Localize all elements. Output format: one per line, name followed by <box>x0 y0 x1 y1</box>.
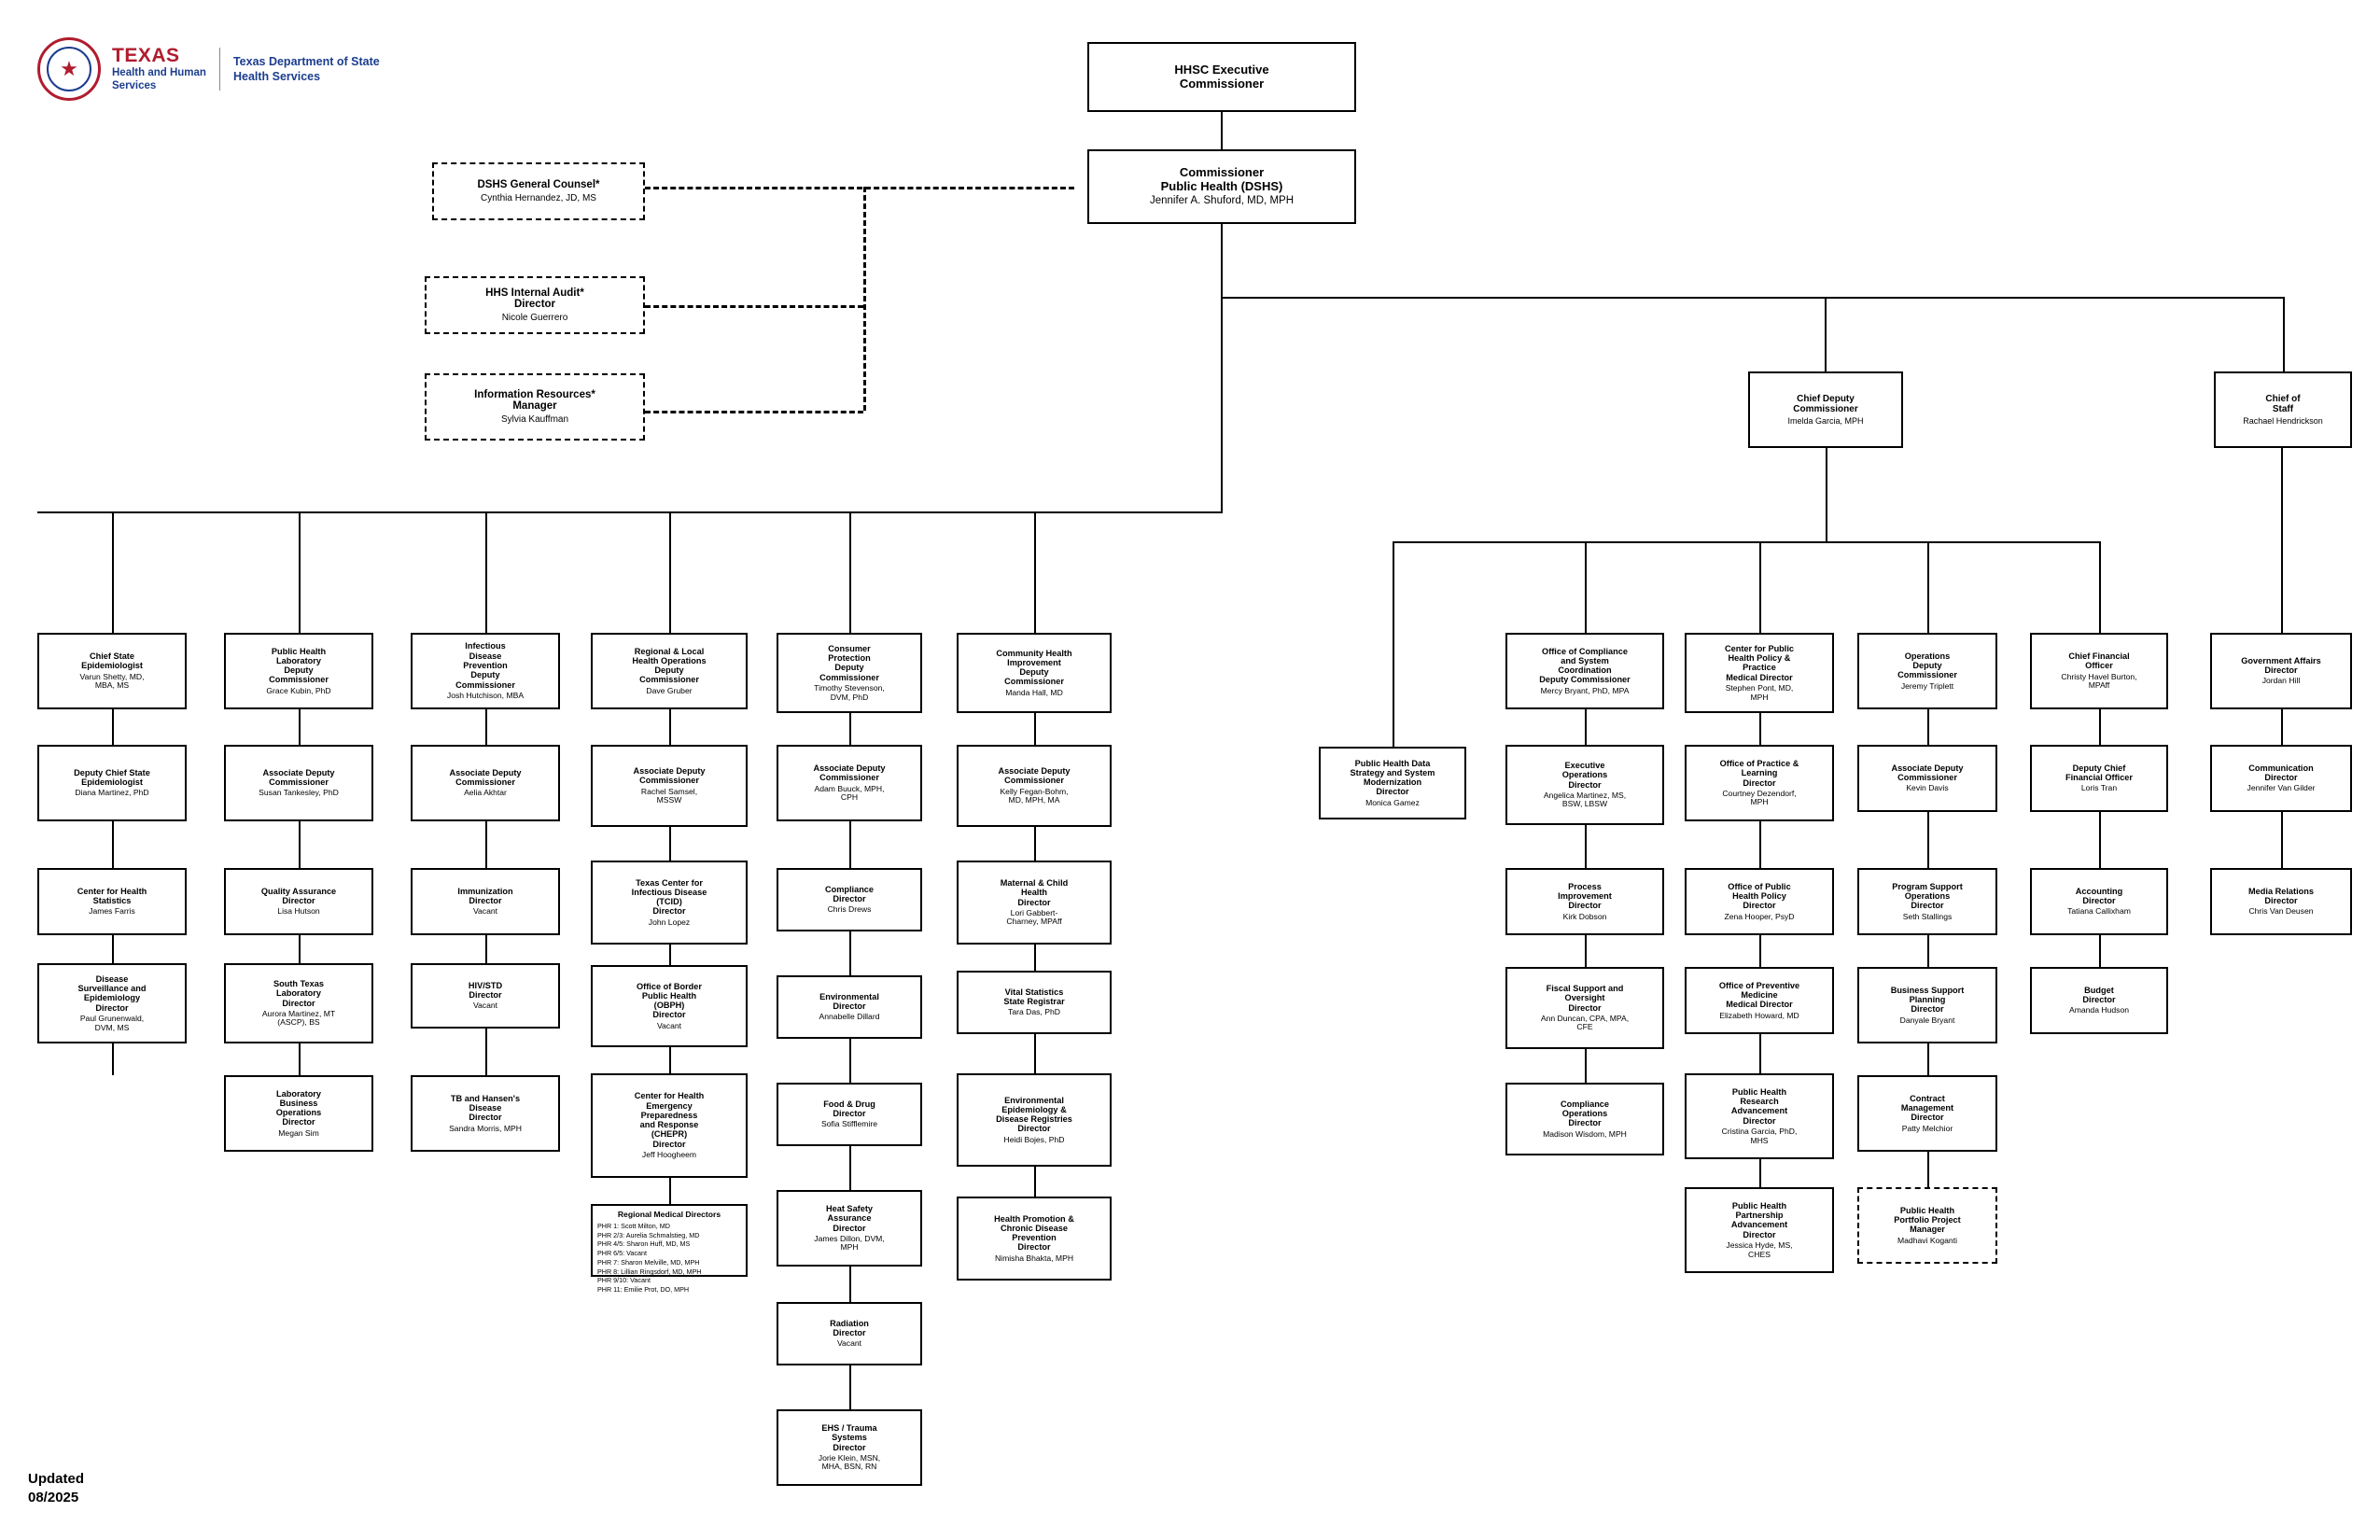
connector <box>849 511 851 633</box>
connector <box>1221 112 1223 149</box>
org-node-title: Environmental Director <box>819 991 879 1012</box>
org-node-title: Program Support Operations Director <box>1892 881 1963 911</box>
org-node-title: Budget Director <box>2082 985 2116 1005</box>
connector-dashed <box>645 187 1074 189</box>
org-node-title: South Texas Laboratory Director <box>273 978 324 1008</box>
connector <box>2281 812 2283 868</box>
org-node-title: Accounting Director <box>2075 886 2123 906</box>
org-node-person: Angelica Martinez, MS, BSW, LBSW <box>1543 790 1627 809</box>
node-dshs-general-counsel <box>432 162 645 220</box>
connector-dashed <box>645 411 863 413</box>
node-col3-4 <box>411 1075 560 1152</box>
org-node-title: Laboratory Business Operations Director <box>275 1088 322 1127</box>
connector <box>485 709 487 745</box>
org-node-person: Vacant <box>656 1020 682 1030</box>
rmd-line-2: PHR 4/5: Sharon Huff, MD, MS <box>597 1239 691 1249</box>
node-col11-2 <box>2030 868 2168 935</box>
org-node-person: James Farris <box>89 906 135 917</box>
connector <box>1927 1152 1929 1187</box>
node-col8-3 <box>1505 967 1664 1049</box>
org-node-title: Media Relations Director <box>2248 886 2314 906</box>
org-node-person: Loris Tran <box>2080 783 2118 793</box>
node-col4-0 <box>591 633 748 709</box>
org-node-title: Associate Deputy Commissioner <box>1891 763 1964 783</box>
org-node-person: Sandra Morris, MPH <box>449 1123 522 1133</box>
connector <box>669 511 671 633</box>
node-col9-5 <box>1685 1187 1834 1273</box>
rmd-line-7: PHR 11: Emilie Prot, DO, MPH <box>597 1285 690 1295</box>
node-col5-0 <box>777 633 922 713</box>
connector <box>1927 541 1929 633</box>
org-node-title: Public Health Partnership Advancement Director <box>1730 1200 1788 1239</box>
org-node-person: Lisa Hutson <box>277 906 320 917</box>
org-node-title: Chief Financial Officer <box>2068 651 2130 671</box>
node-col4-2 <box>591 861 748 945</box>
org-node-person: Megan Sim <box>278 1127 319 1138</box>
connector <box>1034 827 1036 861</box>
org-node-title: Commissioner Public Health (DSHS) <box>1160 165 1283 193</box>
org-node-person: Jessica Hyde, MS, CHES <box>1726 1239 1793 1259</box>
org-node-person: Chris Drews <box>827 904 872 915</box>
org-node-person: Timothy Stevenson, DVM, PhD <box>814 682 885 702</box>
node-col8-2 <box>1505 868 1664 935</box>
connector <box>299 935 301 963</box>
connector <box>1585 935 1587 967</box>
node-col8-1 <box>1505 745 1664 825</box>
org-node-person: Seth Stallings <box>1902 911 1953 921</box>
node-col5-3 <box>777 975 922 1039</box>
connector <box>112 1043 114 1075</box>
org-node-title: Office of Public Health Policy Director <box>1728 881 1791 911</box>
org-node-title: Regional & Local Health Operations Deputy Commissioner <box>632 646 707 685</box>
connector <box>299 709 301 745</box>
connector <box>1393 541 2025 543</box>
node-col9-2 <box>1685 868 1834 935</box>
org-node-title: Chief Deputy Commissioner <box>1793 393 1858 414</box>
org-node-person: Zena Hooper, PsyD <box>1724 911 1795 921</box>
connector <box>112 511 114 633</box>
org-node-person: Tatiana Callixham <box>2067 906 2131 917</box>
connector <box>669 945 671 965</box>
org-node-title: Center for Public Health Policy & Practice Medical Director <box>1724 643 1795 682</box>
connector <box>1034 1034 1036 1073</box>
org-node-title: Chief of Staff <box>2265 393 2301 414</box>
connector <box>1034 511 1036 633</box>
org-node-person: Christy Havel Burton, MPAff <box>2061 671 2137 691</box>
connector <box>2099 541 2101 633</box>
org-node-title: Associate Deputy Commissioner <box>449 767 522 788</box>
connector <box>2281 709 2283 745</box>
org-node-person: Jeff Hoogheem <box>641 1150 697 1160</box>
org-node-person: Jeremy Triplett <box>1900 680 1954 691</box>
org-node-person: Tara Das, PhD <box>1008 1007 1060 1017</box>
node-col4-3 <box>591 965 748 1047</box>
node-col5-7 <box>777 1409 922 1486</box>
org-node-title: Executive Operations Director <box>1561 760 1608 790</box>
node-col3-1 <box>411 745 560 821</box>
connector <box>485 1029 487 1075</box>
org-node-title: Contract Management Director <box>1900 1093 1954 1123</box>
connector <box>1825 297 1827 371</box>
node-col2-0 <box>224 633 373 709</box>
connector <box>669 1047 671 1073</box>
rmd-line-4: PHR 7: Sharon Melville, MD, MPH <box>597 1257 700 1267</box>
org-node-title: Office of Border Public Health (OBPH) Director <box>637 981 702 1020</box>
node-hhs-internal-audit <box>425 276 645 334</box>
connector <box>669 827 671 861</box>
org-node-title: Quality Assurance Director <box>260 886 337 906</box>
connector <box>1759 821 1761 868</box>
org-node-title: Vital Statistics State Registrar <box>1003 987 1065 1007</box>
org-node-title: Center for Health Statistics <box>77 886 147 906</box>
connector <box>2099 935 2101 967</box>
org-node-title: Communication Director <box>2248 763 2314 783</box>
connector <box>1759 935 1761 967</box>
org-node-person: Ann Duncan, CPA, MPA, CFE <box>1540 1013 1630 1032</box>
org-node-person: James Dillon, DVM, MPH <box>814 1233 885 1253</box>
connector <box>1221 224 1223 299</box>
org-node-person: John Lopez <box>648 917 691 927</box>
org-node-person: Aurora Martinez, MT (ASCP), BS <box>261 1008 336 1028</box>
org-node-person: Nimisha Bhakta, MPH <box>994 1253 1074 1263</box>
connector <box>1393 541 1394 633</box>
connector <box>2025 541 2099 543</box>
updated-footer <box>28 1470 84 1508</box>
node-col6-4 <box>957 1073 1112 1167</box>
org-node-title: HHS Internal Audit* Director <box>485 287 584 311</box>
node-col8-0 <box>1505 633 1664 709</box>
org-node-title: Center for Health Emergency Preparedness and Response (CHEPR) Director <box>634 1091 705 1149</box>
node-chief-of-staff <box>2214 371 2352 448</box>
updated-label: Updated <box>28 1471 84 1487</box>
org-node-title: Information Resources* Manager <box>474 388 595 413</box>
agency-logo <box>37 37 380 101</box>
org-node-title: Process Improvement Director <box>1558 881 1612 911</box>
connector <box>1927 709 1929 745</box>
org-node-person: Danyale Bryant <box>1899 1015 1955 1025</box>
node-col12-1 <box>2210 745 2352 812</box>
node-regional-medical-directors <box>591 1204 748 1295</box>
connector <box>1927 935 1929 967</box>
connector <box>485 935 487 963</box>
org-node-person: Adam Buuck, MPH, CPH <box>814 783 885 803</box>
org-node-title: Infectious Disease Prevention Deputy Commissioner <box>455 641 515 690</box>
node-col9-4 <box>1685 1073 1834 1159</box>
org-node-title: Associate Deputy Commissioner <box>998 766 1071 786</box>
node-information-resources <box>425 373 645 441</box>
connector <box>1221 297 1223 511</box>
node-col12-0 <box>2210 633 2352 709</box>
org-node-person: Courtney Dezendorf, MPH <box>1722 788 1797 807</box>
org-node-title: Texas Center for Infectious Disease (TCID) Director <box>631 877 707 917</box>
org-node-person: Chris Van Deusen <box>2248 906 2314 917</box>
logo-department <box>233 54 380 85</box>
org-node-person: Nicole Guerrero <box>501 313 568 324</box>
org-node-person: Aelia Akhtar <box>464 788 507 798</box>
org-node-person: Lori Gabbert- Charney, MPAff <box>1006 907 1062 927</box>
node-col1-1 <box>37 745 187 821</box>
node-public-health-data-strategy <box>1319 747 1466 819</box>
node-hhsc-executive-commissioner <box>1087 42 1356 112</box>
org-node-title: DSHS General Counsel* <box>477 178 600 190</box>
org-node-title: Associate Deputy Commissioner <box>262 767 335 788</box>
org-node-person: Vacant <box>472 906 498 917</box>
connector <box>849 713 851 745</box>
org-node-title: Associate Deputy Commissioner <box>633 766 706 786</box>
org-node-title: Maternal & Child Health Director <box>1000 877 1069 907</box>
connector <box>299 1043 301 1075</box>
connector <box>1927 1043 1929 1075</box>
node-col6-3 <box>957 971 1112 1034</box>
node-col4-4 <box>591 1073 748 1178</box>
node-col3-0 <box>411 633 560 709</box>
org-node-person: Cristina Garcia, PhD, MHS <box>1721 1126 1798 1145</box>
node-col5-1 <box>777 745 922 821</box>
node-col10-4 <box>1857 1075 1997 1152</box>
node-commissioner-public-health <box>1087 149 1356 224</box>
node-col1-2 <box>37 868 187 935</box>
connector <box>112 709 114 745</box>
connector <box>2281 448 2283 633</box>
logo-divider <box>219 48 220 91</box>
texas-star-seal-icon: ★ <box>37 37 101 101</box>
node-chief-deputy-commissioner <box>1748 371 1903 448</box>
connector <box>669 709 671 745</box>
org-node-person: Rachel Samsel, MSSW <box>640 786 698 805</box>
org-node-title: Chief State Epidemiologist <box>81 651 143 671</box>
org-node-title: Public Health Data Strategy and System Modernization Director <box>1350 758 1435 797</box>
logo-state: TEXAS <box>112 44 180 66</box>
org-node-title: Fiscal Support and Oversight Director <box>1546 983 1624 1013</box>
connector <box>2099 709 2101 745</box>
connector-dashed <box>645 305 863 308</box>
org-node-title: TB and Hansen's Disease Director <box>450 1093 521 1123</box>
org-node-person: Mercy Bryant, PhD, MPA <box>1540 685 1630 695</box>
org-node-person: Imelda Garcia, MPH <box>1787 416 1864 427</box>
node-col10-3 <box>1857 967 1997 1043</box>
org-node-person: Jordan Hill <box>2261 676 2301 686</box>
connector <box>1034 1167 1036 1197</box>
connector <box>485 821 487 868</box>
org-node-title: Environmental Epidemiology & Disease Registries Director <box>996 1095 1072 1134</box>
connector <box>299 821 301 868</box>
node-col8-4 <box>1505 1083 1664 1155</box>
node-col2-4 <box>224 1075 373 1152</box>
node-col9-3 <box>1685 967 1834 1034</box>
logo-department-line1: Texas Department of State <box>232 54 380 68</box>
rmd-line-3: PHR 6/5: Vacant <box>597 1249 647 1258</box>
connector <box>849 821 851 868</box>
node-col2-2 <box>224 868 373 935</box>
rmd-line-6: PHR 9/10: Vacant <box>597 1276 651 1285</box>
connector <box>1759 713 1761 745</box>
org-node-person: Cynthia Hernandez, JD, MS <box>481 192 596 203</box>
rmd-line-1: PHR 2/3: Aurelia Schmalstieg, MD <box>597 1230 700 1239</box>
org-node-title: Immunization Director <box>457 886 513 906</box>
org-node-title: Business Support Planning Director <box>1890 985 1965 1015</box>
connector <box>2099 812 2101 868</box>
connector <box>1759 1034 1761 1073</box>
org-node-title: Operations Deputy Commissioner <box>1897 651 1957 680</box>
node-col5-2 <box>777 868 922 931</box>
node-col9-1 <box>1685 745 1834 821</box>
connector <box>1585 1049 1587 1083</box>
org-node-title: Public Health Research Advancement Director <box>1730 1086 1788 1126</box>
org-node-person: Amanda Hudson <box>2068 1005 2130 1015</box>
org-node-title: Radiation Director <box>830 1318 869 1338</box>
connector <box>849 1039 851 1083</box>
org-node-person: Kirk Dobson <box>1562 911 1607 921</box>
org-node-title: Public Health Portfolio Project Manager <box>1894 1205 1961 1235</box>
org-node-title: Deputy Chief State Epidemiologist <box>74 767 150 788</box>
node-col5-5 <box>777 1190 922 1267</box>
org-node-person: Vacant <box>836 1338 862 1349</box>
node-col2-3 <box>224 963 373 1043</box>
connector <box>1759 541 1761 633</box>
org-node-person: Jennifer A. Shuford, MD, MPH <box>1149 195 1295 207</box>
connector <box>1034 945 1036 971</box>
connector <box>1393 633 1394 747</box>
node-col10-2 <box>1857 868 1997 935</box>
node-col11-1 <box>2030 745 2168 812</box>
org-node-person: Elizabeth Howard, MD <box>1719 1010 1799 1020</box>
node-col12-2 <box>2210 868 2352 935</box>
org-node-person: Patty Melchior <box>1901 1123 1953 1133</box>
updated-date: 08/2025 <box>28 1490 79 1506</box>
org-node-person: Vacant <box>472 1001 498 1011</box>
org-node-person: Josh Hutchison, MBA <box>446 690 525 700</box>
org-node-title: Government Affairs Director <box>2241 655 2321 676</box>
org-node-person: Madison Wisdom, MPH <box>1543 1128 1627 1139</box>
org-node-person: Madhavi Koganti <box>1897 1235 1958 1245</box>
org-node-title: Associate Deputy Commissioner <box>813 763 886 783</box>
connector <box>849 1267 851 1302</box>
org-node-person: Grace Kubin, PhD <box>266 685 331 695</box>
org-node-title: Public Health Laboratory Deputy Commissioner <box>269 646 329 685</box>
node-col3-3 <box>411 963 560 1029</box>
org-node-person: Manda Hall, MD <box>1005 687 1063 697</box>
org-node-person: Monica Gamez <box>1365 797 1420 807</box>
logo-department-line2: Health Services <box>232 70 321 83</box>
connector <box>849 931 851 975</box>
org-node-person: Susan Tankesley, PhD <box>259 788 339 798</box>
org-node-title: Heat Safety Assurance Director <box>825 1203 874 1233</box>
org-node-title: HIV/STD Director <box>468 980 503 1001</box>
org-node-title: Office of Preventive Medicine Medical Director <box>1718 980 1800 1010</box>
org-node-title: Health Promotion & Chronic Disease Prevention Director <box>994 1213 1074 1253</box>
logo-agency-line2: Services <box>112 80 157 92</box>
connector <box>1826 448 1827 541</box>
org-node-person: Sylvia Kauffman <box>500 414 569 426</box>
connector-dashed <box>863 187 866 411</box>
org-node-person: Paul Grunenwald, DVM, MS <box>79 1013 145 1032</box>
logo-agency-line1: Health and Human <box>112 66 206 78</box>
node-col6-1 <box>957 745 1112 827</box>
org-node-person: Rachael Hendrickson <box>2243 416 2323 427</box>
org-node-person: Kevin Davis <box>1906 783 1949 793</box>
connector <box>112 935 114 963</box>
org-node-person: Sofia Stifflemire <box>820 1119 878 1129</box>
connector <box>1585 541 1587 633</box>
org-node-person: Heidi Bojes, PhD <box>1003 1134 1065 1144</box>
rmd-header: Regional Medical Directors <box>617 1210 721 1219</box>
org-node-person: Annabelle Dillard <box>819 1012 880 1022</box>
org-node-title: Food & Drug Director <box>823 1099 875 1119</box>
connector <box>1585 709 1587 745</box>
connector <box>669 1178 671 1204</box>
org-node-title: Compliance Director <box>824 884 875 904</box>
org-node-person: Varun Shetty, MD, MBA, MS <box>79 671 145 691</box>
org-node-title: Office of Compliance and System Coordination Deputy Commissioner <box>1539 646 1631 685</box>
node-col10-1 <box>1857 745 1997 812</box>
org-node-person: Diana Martinez, PhD <box>75 788 149 798</box>
node-col6-0 <box>957 633 1112 713</box>
node-col10-5 <box>1857 1187 1997 1264</box>
connector <box>1585 825 1587 868</box>
org-node-person: Dave Gruber <box>646 685 693 695</box>
rmd-line-5: PHR 8: Lillian Ringsdorf, MD, MPH <box>597 1267 702 1276</box>
connector <box>485 511 487 633</box>
connector <box>849 1146 851 1190</box>
node-col11-0 <box>2030 633 2168 709</box>
org-node-person: Jennifer Van Gilder <box>2247 783 2316 793</box>
connector <box>1759 1159 1761 1187</box>
node-col5-6 <box>777 1302 922 1365</box>
connector <box>849 1365 851 1409</box>
connector <box>112 821 114 868</box>
org-node-person: Jorie Klein, MSN, MHA, BSN, RN <box>818 1452 881 1472</box>
connector <box>37 511 1223 513</box>
node-col3-2 <box>411 868 560 935</box>
connector <box>1221 297 2285 299</box>
node-col4-1 <box>591 745 748 827</box>
rmd-line-0: PHR 1: Scott Milton, MD <box>597 1222 670 1230</box>
connector <box>2283 297 2285 371</box>
node-col1-3 <box>37 963 187 1043</box>
node-col2-1 <box>224 745 373 821</box>
node-col6-2 <box>957 861 1112 945</box>
org-node-title: Office of Practice & Learning Director <box>1719 758 1799 788</box>
org-node-title: Disease Surveillance and Epidemiology Director <box>77 973 147 1013</box>
node-col1-0 <box>37 633 187 709</box>
org-node-person: Stephen Pont, MD, MPH <box>1725 682 1794 702</box>
org-node-title: Consumer Protection Deputy Commissioner <box>819 643 879 682</box>
connector <box>1927 812 1929 868</box>
org-node-title: HHSC Executive Commissioner <box>1174 62 1269 91</box>
node-col5-4 <box>777 1083 922 1146</box>
logo-text <box>112 46 206 93</box>
org-node-title: Compliance Operations Director <box>1560 1099 1610 1128</box>
connector <box>299 511 301 633</box>
node-col6-5 <box>957 1197 1112 1281</box>
org-node-person: Kelly Fegan-Bohm, MD, MPH, MA <box>1000 786 1069 805</box>
node-col9-0 <box>1685 633 1834 713</box>
org-node-title: Community Health Improvement Deputy Commissioner <box>996 648 1072 687</box>
org-node-title: EHS / Trauma Systems Director <box>821 1422 877 1452</box>
connector <box>1034 713 1036 745</box>
node-col11-3 <box>2030 967 2168 1034</box>
org-node-title: Deputy Chief Financial Officer <box>2065 763 2133 783</box>
node-col10-0 <box>1857 633 1997 709</box>
